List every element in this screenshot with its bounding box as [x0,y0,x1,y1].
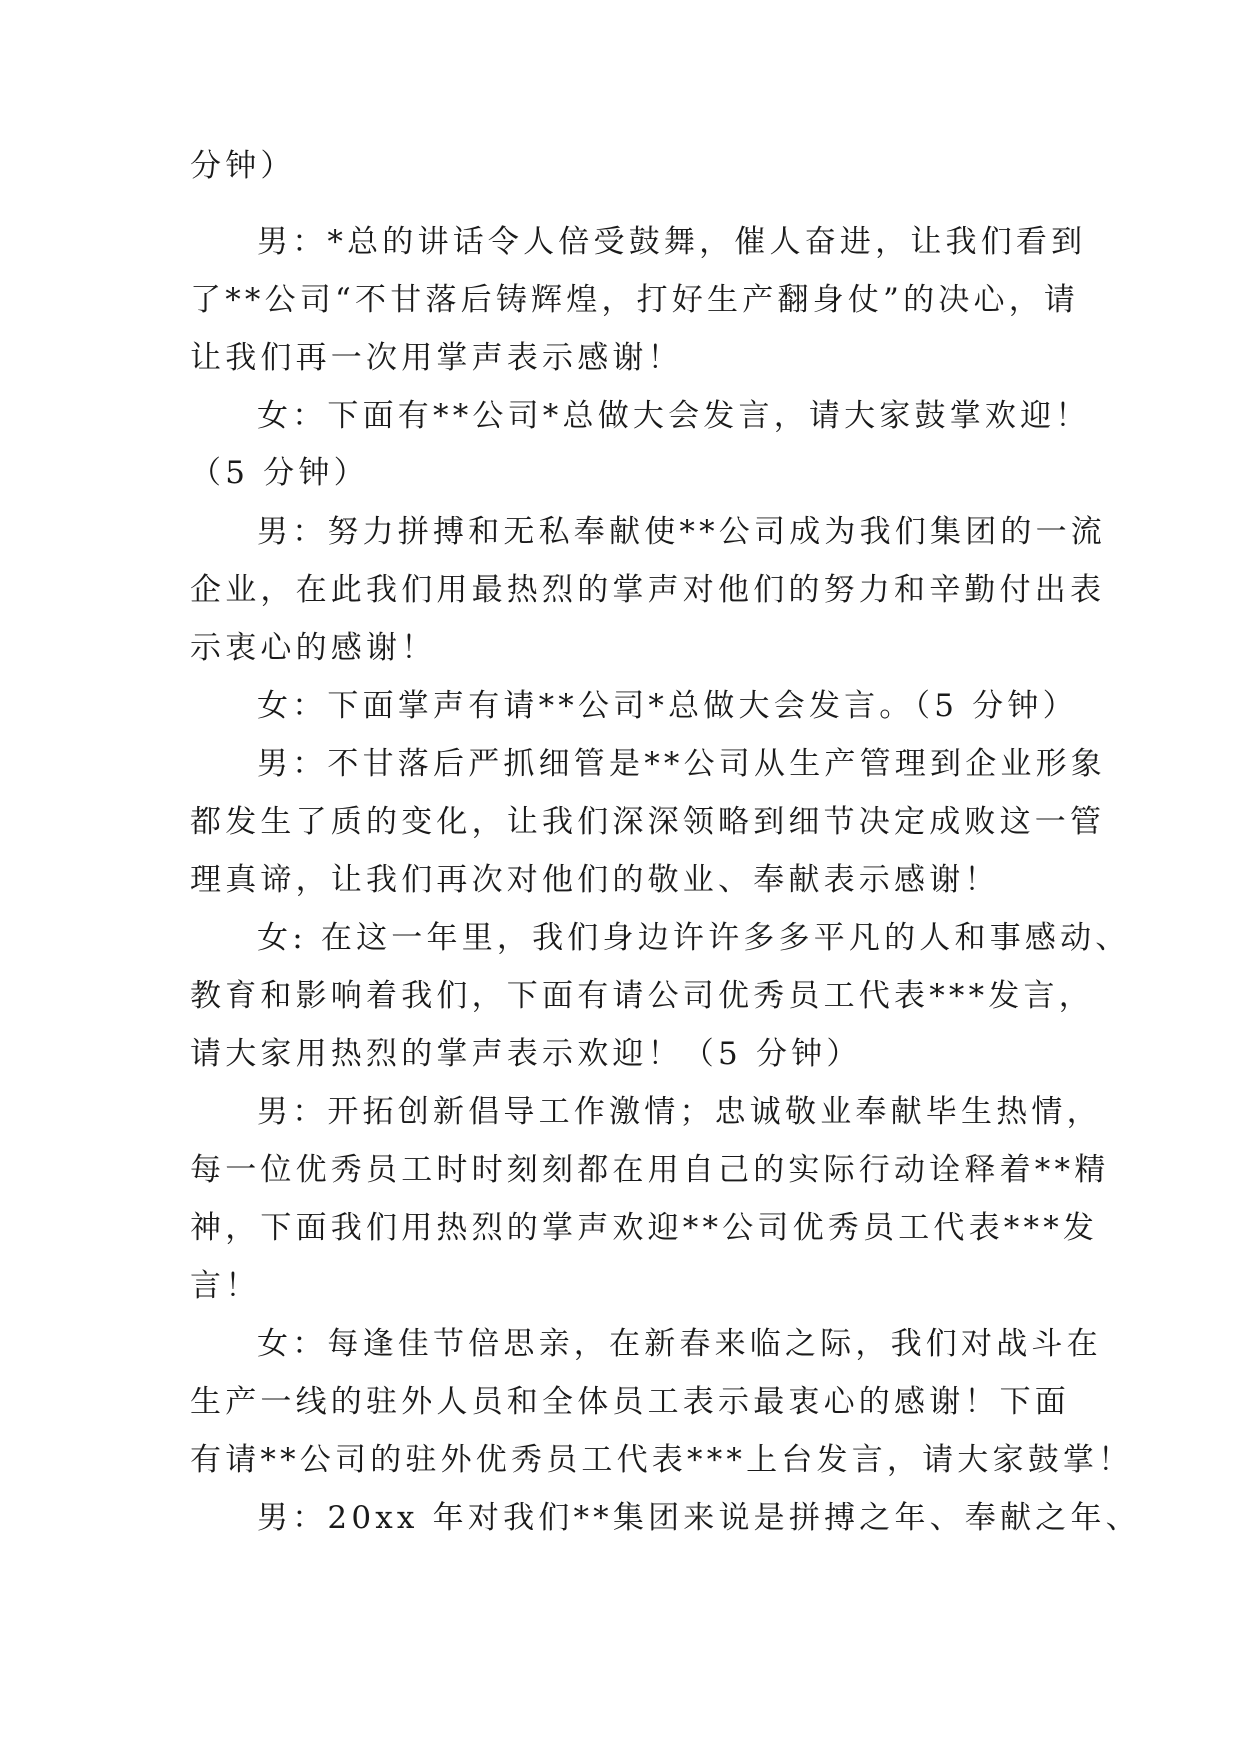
text-line: 男：不甘落后严抓细管是**公司从生产管理到企业形象 [257,746,1106,782]
text-line: 理真谛，让我们再次对他们的敬业、奉献表示感谢！ [190,862,1000,898]
text-line: 都发生了质的变化，让我们深深领略到细节决定成败这一管 [190,804,1106,840]
text-line: 请大家用热烈的掌声表示欢迎！（5 分钟） [190,1036,862,1072]
text-line: 有请**公司的驻外优秀员工代表***上台发言，请大家鼓掌！ [190,1442,1134,1478]
text-line: 男：开拓创新倡导工作激情；忠诚敬业奉献毕生热情， [257,1094,1102,1130]
text-line: 示衷心的感谢！ [190,630,437,666]
text-line: 分钟） [190,148,296,184]
text-line: 女：每逢佳节倍思亲，在新春来临之际，我们对战斗在 [257,1326,1102,1362]
text-line: 女: 在这一年里，我们身边许许多多平凡的人和事感动、 [257,920,1131,956]
text-line: 女：下面掌声有请**公司*总做大会发言。（5 分钟） [257,688,1078,724]
text-line: 言！ [190,1268,261,1304]
text-line: 教育和影响着我们，下面有请公司优秀员工代表***发言， [190,978,1094,1014]
text-line: 女：下面有**公司*总做大会发言，请大家鼓掌欢迎！ [257,398,1091,434]
text-line: 生产一线的驻外人员和全体员工表示最衷心的感谢！下面 [190,1384,1070,1420]
text-line: 每一位优秀员工时时刻刻都在用自己的实际行动诠释着**精 [190,1152,1110,1188]
text-line: 神，下面我们用热烈的掌声欢迎**公司优秀员工代表***发 [190,1210,1099,1246]
text-line: 企业，在此我们用最热烈的掌声对他们的努力和辛勤付出表 [190,572,1106,608]
text-line: 男：20xx 年对我们**集团来说是拼搏之年、奉献之年、 [257,1500,1141,1536]
text-line: 男：*总的讲话令人倍受鼓舞，催人奋进，让我们看到 [257,224,1087,260]
text-line: （5 分钟） [190,455,369,491]
text-line: 了**公司“不甘落后铸辉煌，打好生产翻身仗”的决心，请 [190,282,1080,318]
text-line: 让我们再一次用掌声表示感谢！ [190,340,683,376]
text-line: 男：努力拼搏和无私奉献使**公司成为我们集团的一流 [257,514,1106,550]
